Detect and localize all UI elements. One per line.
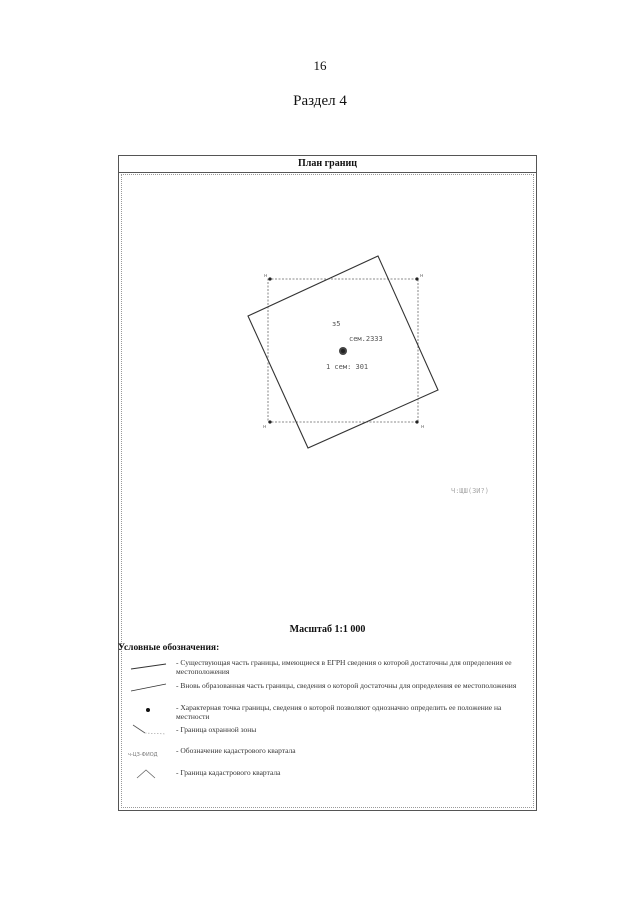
object-marker-ring (341, 349, 345, 353)
quarter-code-label: Ч:ЩШ(ЗИ?) (451, 487, 489, 495)
page-number: 16 (313, 58, 327, 73)
legend-quarter-boundary-symbol (137, 770, 155, 778)
svg-text:н: н (263, 424, 267, 430)
legend-item-boundary-point: - Характерная точка границы, сведения о которой позволяют однозначно определить ее положение на местности (176, 703, 502, 721)
legend-item-quarter-designation: - Обозначение кадастрового квартала (176, 746, 296, 755)
legend-quarter-designation-symbol: ч-ЦЗ-ФИОД (128, 752, 158, 758)
plan-scale: Масштаб 1:1 000 (289, 624, 366, 635)
legend-existing-boundary-symbol (131, 664, 166, 669)
legend-item-existing-boundary: - Существующая часть границы, имеющиеся в ЕГРН сведения о которой достаточны для определения ее местоположения (176, 658, 512, 676)
legend-point-symbol (146, 708, 150, 712)
corner-point (415, 420, 418, 423)
legend-new-boundary-symbol (131, 684, 166, 691)
legend-title: Условные обозначения: (118, 643, 220, 653)
corner-point (268, 420, 271, 423)
svg-text:н: н (264, 273, 268, 279)
point-label: 1 сем: 301 (326, 363, 369, 371)
corner-point (415, 277, 418, 280)
parcel-label: з5 (332, 320, 341, 328)
plan-title: План границ (119, 156, 536, 173)
corner-point (268, 277, 271, 280)
svg-text:н: н (421, 424, 425, 430)
legend-item-protection-zone: - Граница охранной зоны (176, 725, 257, 734)
legend-zone-symbol-tail (145, 733, 166, 734)
svg-text:н: н (420, 273, 424, 279)
section-title: Раздел 4 (293, 93, 347, 109)
legend-item-quarter-boundary: - Граница кадастрового квартала (176, 768, 281, 777)
legend-item-new-boundary: - Вновь образованная часть границы, сведения о которой достаточны для определения ее местоположения (176, 681, 517, 690)
object-label: сем.2333 (349, 335, 383, 343)
legend-zone-symbol (133, 725, 145, 733)
